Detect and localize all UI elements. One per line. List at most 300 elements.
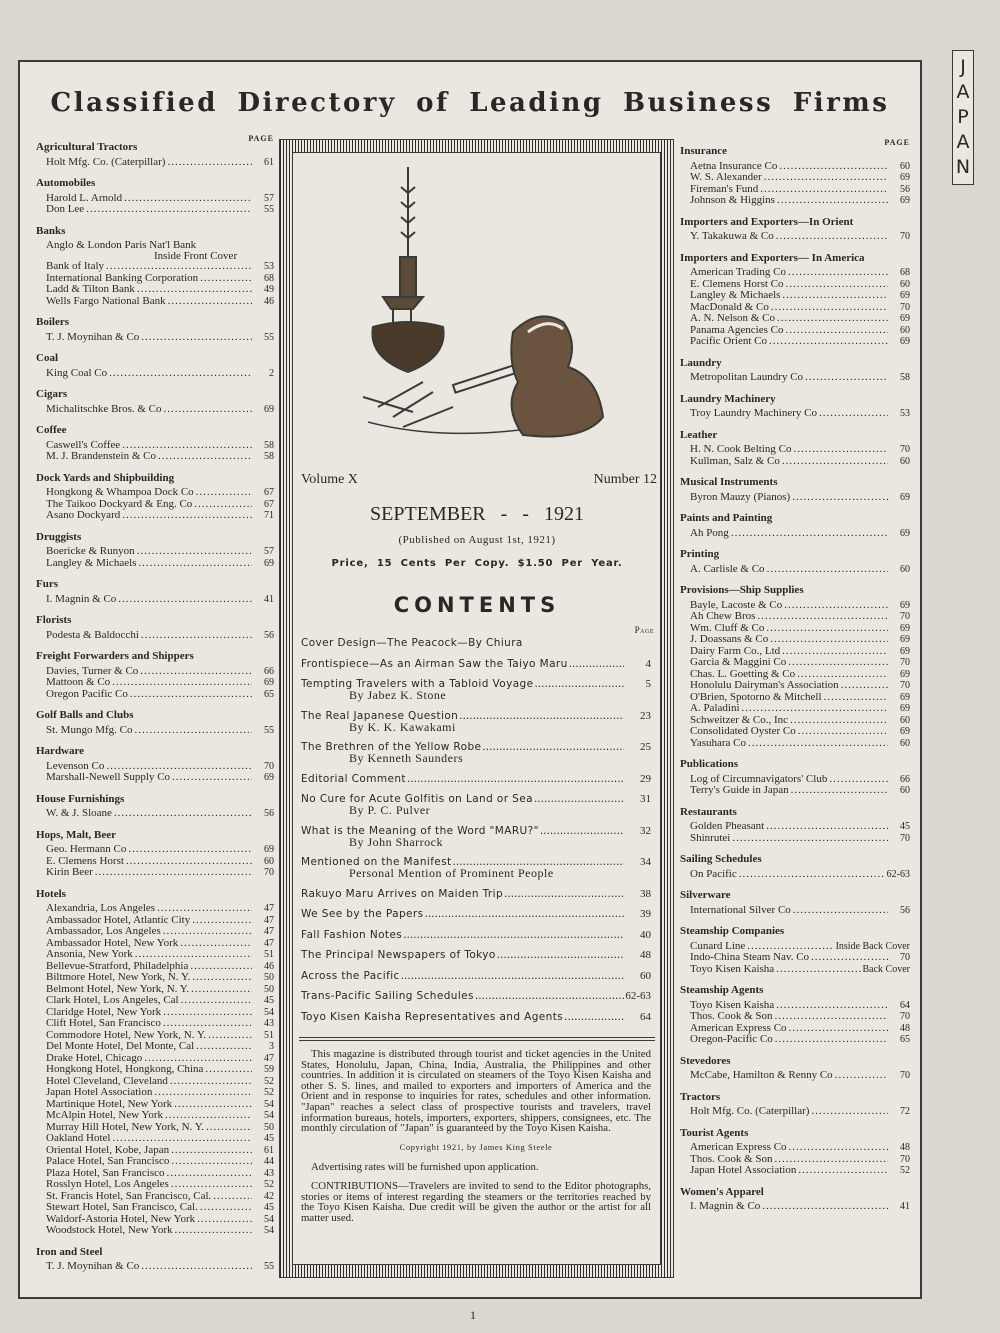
- toc-line: [301, 950, 651, 961]
- category-heading: Musical Instruments: [680, 476, 778, 488]
- page-ref: 60: [900, 563, 910, 575]
- page-ref: 69: [900, 195, 910, 206]
- firm-name: Levenson Co: [46, 759, 105, 772]
- dot-leader: [174, 1099, 252, 1110]
- list-item: [46, 926, 274, 938]
- firm-name: American Express Co: [690, 1141, 787, 1153]
- toc-byline: By P. C. Pulver: [349, 803, 431, 817]
- page-ref: 52: [264, 1179, 274, 1190]
- dot-leader: [789, 1142, 888, 1153]
- list-item: [46, 995, 274, 1007]
- firm-name: Fireman's Fund: [690, 182, 759, 195]
- dot-leader: [163, 1007, 252, 1018]
- firm-name: Pacific Orient Co: [690, 335, 767, 347]
- firm-name: M. J. Brandenstein & Co: [46, 450, 156, 462]
- firm-name: Ah Pong: [690, 526, 729, 539]
- list-item: [690, 1142, 910, 1154]
- category-heading: Tractors: [680, 1090, 721, 1103]
- dot-leader: [118, 594, 252, 605]
- dot-leader: [790, 715, 888, 726]
- dot-leader: [841, 680, 888, 691]
- dot-leader: [109, 368, 252, 379]
- firm-name: Commodore Hotel, New York, N. Y.: [46, 1028, 207, 1041]
- contents-page-label: Page: [634, 625, 654, 635]
- list-item: [690, 290, 910, 302]
- category-heading: Stevedores: [680, 1054, 731, 1067]
- firm-name: Honolulu Dairyman's Association: [690, 679, 839, 691]
- issue-number: Number 12: [593, 472, 657, 487]
- page-ref: 52: [900, 1165, 910, 1176]
- list-item: [690, 313, 910, 325]
- dot-leader: [95, 867, 252, 878]
- page-title: Classified Directory of Leading Business Firms: [50, 88, 890, 118]
- category-entries: [36, 404, 274, 416]
- dot-leader: [782, 646, 888, 657]
- dot-leader: [200, 1202, 252, 1213]
- dot-leader: [788, 267, 888, 278]
- category-heading: Restaurants: [680, 805, 737, 818]
- list-item: [46, 332, 274, 344]
- firm-name: Oregon Pacific Co: [46, 687, 128, 700]
- page-ref: 47: [264, 903, 274, 914]
- category-entries: [36, 157, 274, 169]
- list-item: [690, 1106, 910, 1118]
- toc-page: 4: [645, 657, 651, 670]
- page-ref: 45: [900, 821, 910, 832]
- page-number: 1: [470, 1308, 476, 1322]
- dot-leader: [819, 408, 888, 419]
- firm-name: Japan Hotel Association: [46, 1086, 153, 1098]
- category-entries: [36, 546, 274, 569]
- toc-entry: [301, 889, 651, 900]
- firm-name: Thos. Cook & Son: [690, 1010, 773, 1022]
- firm-name: Oriental Hotel, Kobe, Japan: [46, 1143, 170, 1156]
- toc-page: 64: [640, 1010, 651, 1023]
- page-ref: 69: [264, 677, 274, 688]
- dot-leader: [180, 938, 252, 949]
- toc-title: Mentioned on the Manifest: [301, 856, 452, 868]
- page-ref: 57: [264, 192, 274, 204]
- toc-page: 48: [640, 949, 651, 961]
- page-ref: 47: [264, 926, 274, 937]
- page-ref: 70: [264, 760, 274, 772]
- page-ref: 69: [900, 491, 910, 503]
- page-ref: 53: [900, 408, 910, 419]
- category-heading: Steamship Agents: [680, 984, 764, 996]
- page-ref: 69: [900, 645, 910, 657]
- category-entries: [36, 1261, 274, 1273]
- dot-leader: [786, 279, 889, 290]
- page-ref: 3: [269, 1041, 274, 1052]
- firm-name: Waldorf-Astoria Hotel, New York: [46, 1212, 196, 1225]
- category-heading: Printing: [680, 548, 720, 560]
- contents-heading: CONTENTS: [393, 593, 561, 617]
- page-ref: 68: [900, 267, 910, 278]
- price-line: Price, 15 Cents Per Copy. $1.50 Per Year.: [331, 558, 623, 569]
- firm-name: Wm. Cluff & Co: [690, 621, 765, 634]
- firm-name: Panama Agencies Co: [690, 323, 784, 336]
- dot-leader: [791, 785, 888, 796]
- category-heading: Provisions—Ship Supplies: [680, 584, 804, 596]
- firm-name: Shinrutei: [690, 831, 731, 844]
- firm-name: Log of Circumnavigators' Club: [690, 772, 828, 785]
- firm-name: Yasuhara Co: [690, 736, 747, 749]
- page-ref: 60: [900, 714, 910, 726]
- toc-byline: By John Sharrock: [349, 834, 443, 849]
- dot-leader: [776, 231, 888, 242]
- dot-leader: [770, 634, 888, 645]
- page-ref: 49: [264, 284, 274, 295]
- firm-name: Don Lee: [46, 203, 85, 215]
- dot-leader: [482, 742, 624, 753]
- firm-name: I. Magnin & Co: [690, 1200, 761, 1212]
- list-item: [46, 1133, 274, 1145]
- category-entries: [36, 844, 274, 879]
- dot-leader: [732, 833, 888, 844]
- firm-name: Ladd & Tilton Bank: [46, 283, 135, 295]
- category-heading: Freight Forwarders and Shippers: [36, 650, 194, 662]
- firm-name: Anglo & London Paris Nat'l Bank: [46, 239, 197, 251]
- page-ref: 70: [900, 657, 910, 668]
- list-item: [690, 1201, 910, 1213]
- firm-name: Bank of Italy: [46, 260, 105, 272]
- page-ref: 47: [264, 914, 274, 926]
- dot-leader: [779, 161, 888, 172]
- firm-name: Woodstock Hotel, New York: [46, 1224, 173, 1236]
- dot-leader: [775, 1011, 888, 1022]
- list-item: [46, 404, 274, 416]
- firm-name: Hongkong Hotel, Hongkong, China: [46, 1063, 204, 1075]
- list-item: [690, 336, 910, 348]
- category-heading: Boilers: [36, 316, 69, 328]
- firm-name: Belmont Hotel, New York, N. Y.: [46, 982, 190, 995]
- page-ref: 69: [900, 691, 910, 703]
- category-heading: Paints and Painting: [680, 512, 773, 524]
- category-heading: Importers and Exporters—In Orient: [680, 215, 854, 228]
- firm-name: A. N. Nelson & Co: [690, 312, 775, 324]
- page-ref: 69: [900, 703, 910, 714]
- page-ref: 41: [264, 593, 274, 605]
- dot-leader: [497, 950, 624, 961]
- category-entries: [680, 564, 910, 576]
- firm-name: O'Brien, Spotorno & Mitchell: [690, 690, 822, 703]
- dot-leader: [196, 487, 252, 498]
- page-ref: 69: [900, 336, 910, 347]
- dot-leader: [788, 657, 888, 668]
- list-item: [46, 368, 274, 380]
- dot-leader: [196, 1041, 252, 1052]
- page-ref: 54: [264, 1110, 274, 1121]
- list-item: [46, 808, 274, 820]
- category-heading: Coal: [36, 352, 58, 364]
- dot-leader: [534, 794, 624, 805]
- toc-line: [301, 774, 651, 785]
- page-ref: 69: [264, 403, 274, 415]
- dot-leader: [407, 774, 624, 785]
- category-heading: Iron and Steel: [36, 1245, 103, 1258]
- category-entries: [680, 774, 910, 797]
- firm-name: Del Monte Hotel, Del Monte, Cal: [46, 1040, 195, 1052]
- advertising-note: Advertising rates will be furnished upon application.: [311, 1161, 539, 1174]
- page-note: Inside Back Cover: [835, 940, 910, 952]
- dot-leader: [122, 440, 252, 451]
- page-ref: 70: [900, 680, 910, 691]
- page-ref: 70: [900, 952, 910, 963]
- firm-name: Palace Hotel, San Francisco: [46, 1155, 170, 1167]
- dot-leader: [206, 1122, 252, 1133]
- dot-leader: [748, 738, 888, 749]
- firm-name: American Trading Co: [690, 266, 786, 278]
- list-item: [690, 564, 910, 576]
- toc-page: 23: [640, 709, 651, 722]
- page-ref: 69: [900, 599, 910, 611]
- category-heading: Dock Yards and Shipbuilding: [36, 471, 175, 484]
- firm-name: Schweitzer & Co., Inc: [690, 713, 789, 726]
- firm-name: Indo-China Steam Nav. Co: [690, 951, 810, 963]
- dot-leader: [141, 630, 252, 641]
- category-entries: [680, 1106, 910, 1118]
- list-item: [46, 949, 274, 961]
- firm-name: Geo. Hermann Co: [46, 843, 127, 855]
- dot-leader: [534, 679, 624, 690]
- toc-line: [301, 1012, 651, 1023]
- list-item: [690, 952, 910, 964]
- right-page-header: PAGE: [884, 138, 910, 147]
- category-heading: Women's Apparel: [680, 1185, 764, 1198]
- dot-leader: [205, 1064, 252, 1075]
- toc-page: 38: [640, 887, 651, 900]
- page-ref: 69: [900, 527, 910, 539]
- page-ref: 60: [900, 737, 910, 749]
- page-ref: 55: [264, 1261, 274, 1272]
- stamp-letter: J: [960, 56, 966, 78]
- list-item: [690, 444, 910, 456]
- dot-leader: [782, 456, 888, 467]
- dot-leader: [762, 1201, 888, 1212]
- dot-leader: [739, 869, 885, 880]
- page-ref: 54: [264, 1213, 274, 1225]
- dot-leader: [154, 1087, 252, 1098]
- dot-leader: [191, 984, 252, 995]
- page-ref: 69: [900, 313, 910, 324]
- list-item: [690, 634, 910, 646]
- dot-leader: [167, 157, 252, 168]
- toc-page: 31: [640, 793, 651, 805]
- category-entries: [680, 231, 910, 243]
- firm-name: Hongkong & Whampoa Dock Co: [46, 486, 194, 498]
- firm-name: Chas. L. Goetting & Co: [690, 667, 796, 680]
- issue-month: SEPTEMBER - - 1921: [370, 503, 584, 525]
- category-heading: Leather: [680, 428, 718, 441]
- firm-name: Langley & Michaels: [46, 556, 137, 569]
- page-ref: 56: [900, 183, 910, 195]
- firm-name: W. S. Alexander: [690, 171, 762, 183]
- page-ref: 70: [264, 867, 274, 878]
- dot-leader: [197, 1214, 252, 1225]
- page-ref: 58: [264, 439, 274, 451]
- toc-page: 29: [640, 772, 651, 785]
- dot-leader: [766, 623, 888, 634]
- list-item: [690, 703, 910, 715]
- toc-line: [301, 909, 651, 920]
- dot-leader: [112, 677, 252, 688]
- list-item: [46, 1110, 274, 1122]
- firm-name: Plaza Hotel, San Francisco: [46, 1166, 165, 1179]
- category-entries: [680, 444, 910, 467]
- firm-name: Japan Hotel Association: [690, 1164, 797, 1176]
- category-heading: Druggists: [36, 530, 82, 543]
- category-heading: Steamship Companies: [680, 925, 785, 937]
- firm-name: Ambassador, Los Angeles: [46, 925, 161, 937]
- list-item: [46, 1156, 274, 1168]
- page-ref: 58: [264, 451, 274, 462]
- category-entries: [36, 594, 274, 606]
- directory-page: [18, 60, 922, 1299]
- category-entries: [680, 869, 910, 881]
- page-ref: 48: [900, 1022, 910, 1034]
- toc-page: 39: [640, 908, 651, 920]
- toc-page: 62-63: [625, 990, 651, 1002]
- page-ref: 56: [264, 808, 274, 819]
- toc-title: Fall Fashion Notes: [301, 928, 403, 941]
- firm-name: Hotel Cleveland, Cleveland: [46, 1074, 168, 1087]
- category-entries: [36, 725, 274, 737]
- toc-title: Rakuyo Maru Arrives on Maiden Trip: [301, 887, 504, 900]
- page-ref: 45: [264, 995, 274, 1006]
- toc-title: No Cure for Acute Golfitis on Land or Sea: [301, 793, 533, 805]
- dot-leader: [504, 889, 624, 900]
- firm-name: Garcia & Maggini Co: [690, 656, 787, 668]
- dot-leader: [124, 193, 252, 204]
- dot-leader: [798, 726, 888, 737]
- page-ref: 64: [900, 999, 910, 1011]
- dot-leader: [192, 972, 252, 983]
- category-entries: [36, 440, 274, 463]
- page-ref: 66: [264, 665, 274, 677]
- firm-name: Holt Mfg. Co. (Caterpillar): [46, 155, 166, 168]
- list-item: [46, 689, 274, 701]
- firm-name: Marshall-Newell Supply Co: [46, 771, 171, 783]
- dot-leader: [731, 528, 888, 539]
- toc-title: Tempting Travelers with a Tabloid Voyage: [301, 678, 534, 690]
- firm-name: McCabe, Hamilton & Renny Co: [690, 1069, 833, 1081]
- list-item: [46, 157, 274, 169]
- firm-name: The Taikoo Dockyard & Eng. Co: [46, 497, 193, 510]
- dot-leader: [777, 195, 888, 206]
- list-item: [46, 261, 274, 273]
- dot-leader: [122, 510, 252, 521]
- category-entries: [36, 487, 274, 522]
- left-directory-column: [36, 134, 274, 1283]
- toc-entry: [301, 659, 651, 670]
- dot-leader: [775, 1034, 888, 1045]
- toc-entry: [301, 711, 651, 733]
- toc-entry: [301, 742, 651, 764]
- contents-panel: [292, 152, 661, 1265]
- toc-title: Frontispiece—As an Airman Saw the Taiyo Maru: [301, 657, 568, 670]
- stamp-letter: A: [956, 81, 970, 103]
- category-heading: Florists: [36, 614, 72, 626]
- dot-leader: [106, 261, 252, 272]
- page-ref: 69: [900, 172, 910, 183]
- page-ref: 60: [900, 785, 910, 796]
- page-ref: 46: [264, 295, 274, 307]
- page-ref: 70: [900, 231, 910, 242]
- firm-name: J. Doassans & Co: [690, 633, 769, 645]
- stamp-letter: P: [957, 106, 969, 128]
- toc-line: [301, 889, 651, 900]
- dot-leader: [769, 336, 888, 347]
- dot-leader: [789, 1023, 888, 1034]
- dot-leader: [424, 909, 624, 920]
- list-item: [690, 657, 910, 669]
- page-ref: 69: [900, 622, 910, 634]
- page-ref: 2: [269, 367, 274, 379]
- page-ref: 60: [900, 160, 910, 172]
- page-ref: 67: [264, 498, 274, 510]
- category-entries: [36, 761, 274, 784]
- firm-name: Thos. Cook & Son: [690, 1152, 773, 1165]
- list-item: [46, 1261, 274, 1273]
- list-item: [46, 594, 274, 606]
- list-item: [46, 725, 274, 737]
- toc-page: 32: [640, 824, 651, 837]
- firm-name: International Silver Co: [690, 903, 791, 916]
- category-heading: Cigars: [36, 388, 68, 400]
- dot-leader: [797, 669, 888, 680]
- page-ref: 72: [900, 1106, 910, 1117]
- published-date: (Published on August 1st, 1921): [398, 534, 556, 546]
- dot-leader: [569, 659, 624, 670]
- firm-name: St. Mungo Mfg. Co: [46, 723, 133, 736]
- toc-entry: [301, 950, 651, 961]
- toc-line: [301, 659, 651, 670]
- list-item: [46, 630, 274, 642]
- dot-leader: [798, 1165, 888, 1176]
- list-item: [690, 611, 910, 623]
- toc-entry: [301, 774, 651, 785]
- firm-name: E. Clemens Horst: [46, 854, 124, 867]
- page-ref: 61: [264, 1144, 274, 1156]
- dot-leader: [805, 372, 888, 383]
- category-entries: [680, 492, 910, 504]
- dot-leader: [742, 703, 889, 714]
- page-ref: 70: [900, 444, 910, 455]
- dot-leader: [771, 302, 888, 313]
- dot-leader: [167, 1168, 252, 1179]
- list-item: [46, 204, 274, 216]
- firm-name: Metropolitan Laundry Co: [690, 371, 804, 383]
- category-entries: [36, 630, 274, 642]
- firm-name: Ansonia, New York: [46, 948, 133, 960]
- dot-leader: [564, 1012, 624, 1023]
- firm-name: Caswell's Coffee: [46, 438, 121, 451]
- toc-entry: [301, 991, 651, 1002]
- firm-name: International Banking Corporation: [46, 271, 199, 284]
- page-ref: 55: [264, 331, 274, 343]
- page-ref: 65: [900, 1034, 910, 1045]
- toc-title: Toyo Kisen Kaisha Representatives and Agents: [301, 1010, 564, 1023]
- dot-leader: [775, 1154, 888, 1165]
- firm-name: Mattoon & Co: [46, 676, 111, 688]
- dot-leader: [165, 1110, 252, 1121]
- toc-title: Cover Design—The Peacock—By Chiura: [301, 637, 523, 649]
- page-ref: 58: [900, 372, 910, 383]
- firm-name: Podesta & Baldocchi: [46, 628, 139, 641]
- page-ref: 65: [264, 688, 274, 700]
- dot-leader: [168, 296, 252, 307]
- page-ref: 60: [900, 455, 910, 467]
